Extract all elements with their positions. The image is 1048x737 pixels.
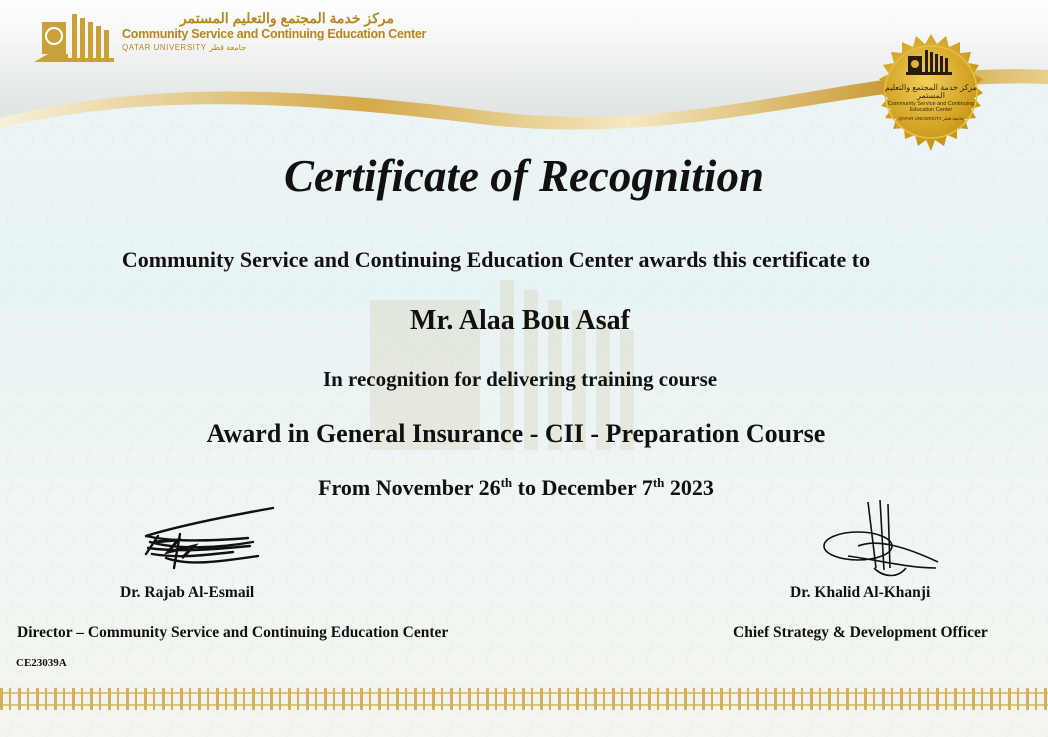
seal-text (884, 84, 978, 122)
signatory-1-role: Director – Community Service and Continuing Education Center (17, 624, 449, 641)
signature-1-icon (138, 506, 278, 586)
certificate-title: Certificate of Recognition (284, 151, 764, 201)
awards-line: Community Service and Continuing Education Center awards this certificate to (121, 247, 871, 272)
logo-university-text: QATAR UNIVERSITY جامعة قطر (122, 43, 247, 52)
signatory-2-name: Dr. Khalid Al-Khanji (790, 584, 931, 601)
logo-english-text: Community Service and Continuing Education Center (122, 27, 427, 41)
decorative-border (0, 688, 1048, 710)
date-year: 2023 (664, 475, 714, 500)
signatory-1-name: Dr. Rajab Al-Esmail (120, 584, 255, 601)
seal-arabic-text: مركز خدمة المجتمع والتعليم المستمر (884, 83, 978, 100)
center-logo (34, 10, 426, 62)
date-to: to December 7 (512, 475, 653, 500)
recognition-line: In recognition for delivering training course (322, 367, 718, 391)
signature-2-icon (818, 498, 948, 588)
seal-university-text: QATAR UNIVERSITY جامعة قطر (898, 116, 964, 121)
certificate-code: CE23039A (16, 657, 67, 669)
logo-arabic-text: مركز خدمة المجتمع والتعليم المستمر (179, 10, 394, 26)
date-from-suffix: th (500, 475, 513, 490)
date-from: From November 26 (318, 475, 501, 500)
seal-english-text: Community Service and Continuing Education Center (887, 101, 975, 113)
date-to-suffix: th (652, 475, 665, 490)
course-name: Award in General Insurance - CII - Preparation Course (206, 419, 826, 448)
signatory-2-role: Chief Strategy & Development Officer (733, 624, 988, 641)
recipient-name: Mr. Alaa Bou Asaf (410, 305, 630, 336)
university-logo-icon (34, 10, 114, 62)
